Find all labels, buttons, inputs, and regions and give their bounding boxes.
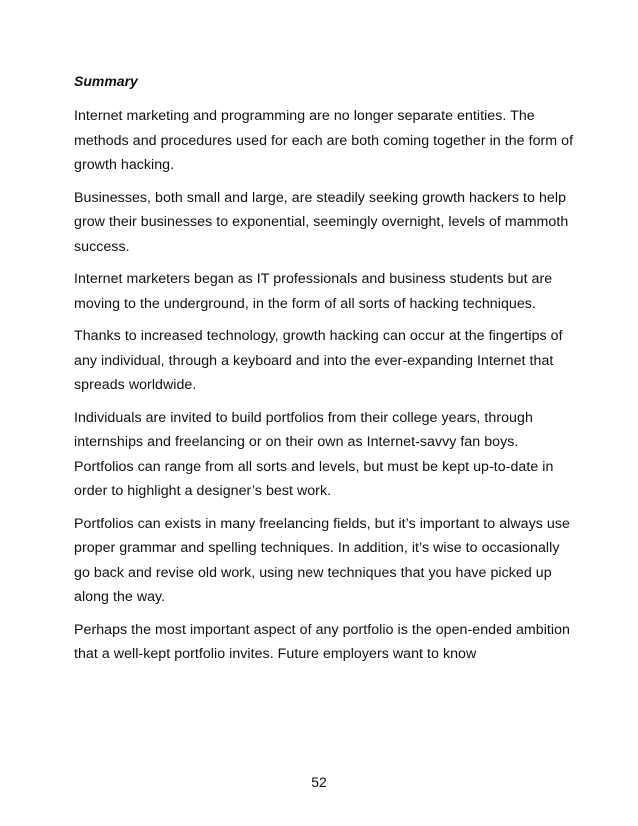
paragraph-3: Internet marketers began as IT professionals and business students but are moving to the underground, in the form of all sorts of hacking techniques.: [74, 271, 553, 312]
document-page: [74, 70, 574, 675]
paragraph-6: Portfolios can exists in many freelancing fields, but it’s important to always use proper grammar and spelling techniques. In addition, it’s wise to occasionally go back and revise old work, using new techniques that you have picked up along the way.: [74, 515, 570, 605]
paragraph-2: Businesses, both small and large, are steadily seeking growth hackers to help grow their businesses to exponential, seemingly overnight, levels of mammoth success.: [74, 189, 569, 255]
section-heading: Summary: [74, 73, 138, 89]
paragraph-7: Perhaps the most important aspect of any portfolio is the open-ended ambition that a well-kept portfolio invites. Future employers want to know: [74, 621, 570, 662]
page-number: 52: [311, 774, 327, 790]
paragraph-5: Individuals are invited to build portfolios from their college years, through internships and freelancing or on their own as Internet-savvy fan boys. Portfolios can range from all sorts and levels, but must be kept up-to-date in order to highlight a designer’s best work.: [74, 409, 554, 499]
paragraph-1: Internet marketing and programming are no longer separate entities. The methods and procedures used for each are both coming together in the form of growth hacking.: [74, 108, 574, 173]
paragraph-4: Thanks to increased technology, growth hacking can occur at the fingertips of any individual, through a keyboard and into the ever-expanding Internet that spreads worldwide.: [74, 328, 563, 393]
